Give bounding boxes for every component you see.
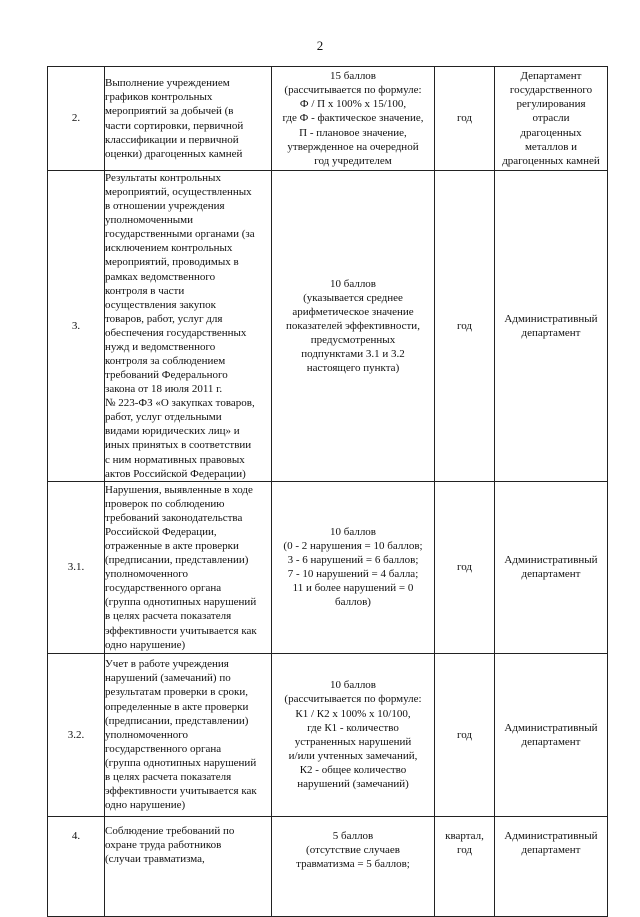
indicator-cell: Выполнение учреждением графиков контрольных мероприятий за добычей (в части сортировки, первичной классификации и первичной оценки) драгоценных камней (105, 67, 272, 171)
row-number: 4. (48, 816, 105, 916)
responsible-cell: Административный департамент (495, 816, 608, 916)
period-cell: год (435, 653, 495, 816)
responsible-cell: Административный департамент (495, 171, 608, 482)
responsible-cell: Департамент государственного регулирования отрасли драгоценных металлов и драгоценных камней (495, 67, 608, 171)
row-number: 2. (48, 67, 105, 171)
responsible-cell: Административный департамент (495, 653, 608, 816)
table-row (48, 816, 608, 916)
table-row (48, 171, 608, 482)
indicator-cell: Соблюдение требований по охране труда работников (случаи травматизма, (105, 816, 272, 916)
period-cell: год (435, 67, 495, 171)
period-cell: квартал, год (435, 816, 495, 916)
period-cell: год (435, 171, 495, 482)
criteria-table (47, 66, 608, 917)
table-row (48, 481, 608, 653)
responsible-cell: Административный департамент (495, 481, 608, 653)
table-row (48, 653, 608, 816)
score-cell: 5 баллов (отсутствие случаев травматизма = 5 баллов; (272, 816, 435, 916)
row-number: 3. (48, 171, 105, 482)
indicator-cell: Учет в работе учреждения нарушений (замечаний) по результатам проверки в сроки, определенные в акте проверки (предписании, представлении) уполномоченного государственного органа (группа однотипных нарушений в целях расчета показателя эффективности учитывается как одно нарушение) (105, 653, 272, 816)
indicator-cell: Результаты контрольных мероприятий, осуществленных в отношении учреждения уполномоченными государственными органами (за исключением контрольных мероприятий, проводимых в рамках ведомственного контроля в части осуществления закупок товаров, работ, услуг для обеспечения государственных нужд и ведомственного контроля за соблюдением требований Федерального закона от 18 июля 2011 г. № 223-ФЗ «О закупках товаров, работ, услуг отдельными видами юридических лиц» и иных принятых в соответствии с ним нормативных правовых актов Российской Федерации) (105, 171, 272, 482)
score-cell: 10 баллов (0 - 2 нарушения = 10 баллов; 3 - 6 нарушений = 6 баллов; 7 - 10 нарушений = 4 балла; 11 и более нарушений = 0 баллов) (272, 481, 435, 653)
period-cell: год (435, 481, 495, 653)
score-cell: 15 баллов (рассчитывается по формуле: Ф / П x 100% x 15/100, где Ф - фактическое значение, П - плановое значение, утвержденное на очередной год учредителем (272, 67, 435, 171)
row-number: 3.1. (48, 481, 105, 653)
indicator-cell: Нарушения, выявленные в ходе проверок по соблюдению требований законодательства Российской Федерации, отраженные в акте проверки (предписании, представлении) уполномоченного государственного органа (группа однотипных нарушений в целях расчета показателя эффективности учитывается как одно нарушение) (105, 481, 272, 653)
table-row (48, 67, 608, 171)
score-cell: 10 баллов (рассчитывается по формуле: К1 / К2 x 100% x 10/100, где К1 - количество устраненных нарушений и/или учтенных замечаний, К2 - общее количество нарушений (замечаний) (272, 653, 435, 816)
page-number: 2 (316, 38, 324, 53)
row-number: 3.2. (48, 653, 105, 816)
score-cell: 10 баллов (указывается среднее арифметическое значение показателей эффективности, предусмотренных подпунктами 3.1 и 3.2 настоящего пункта) (272, 171, 435, 482)
